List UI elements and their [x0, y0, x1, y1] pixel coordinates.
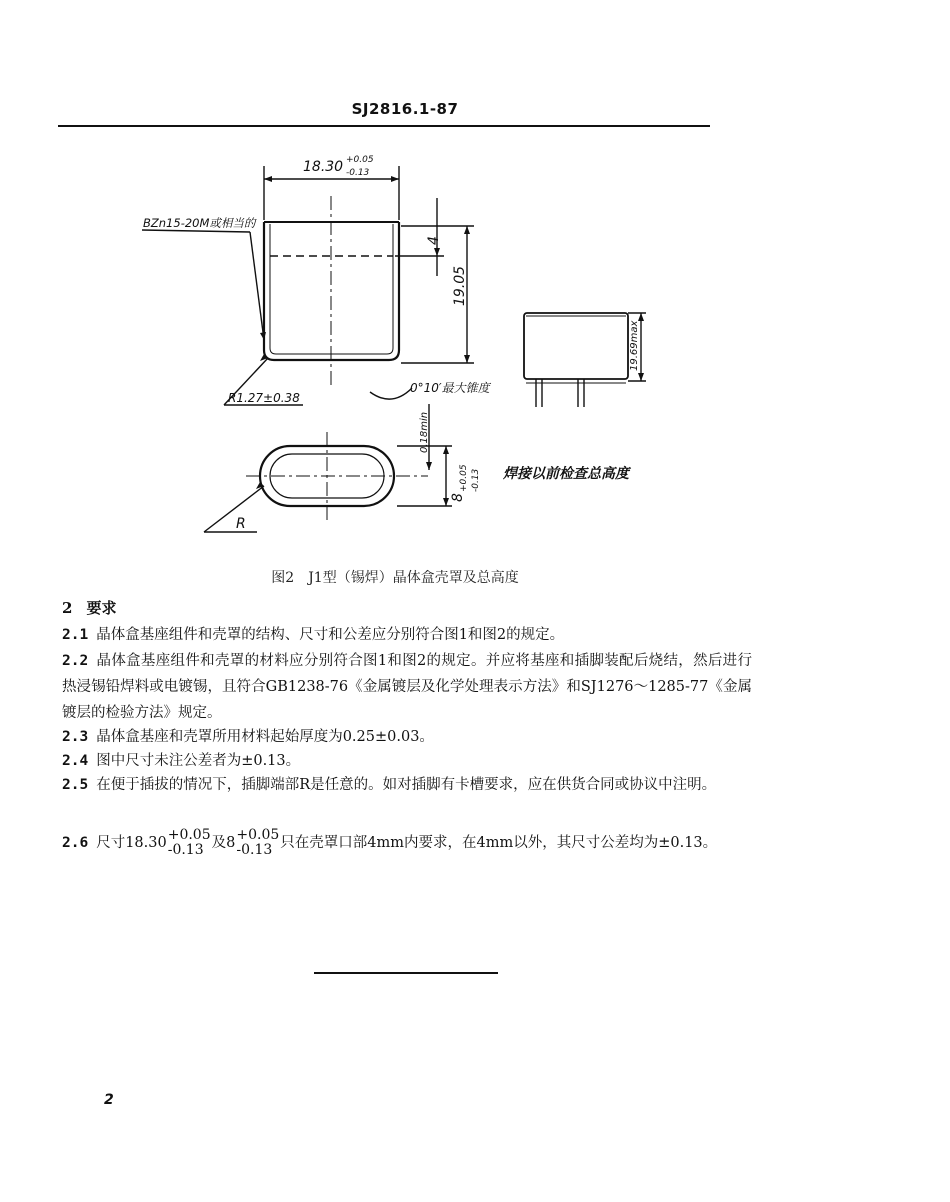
arrowhead: [638, 313, 644, 321]
tolerance-stack: [168, 828, 211, 858]
oval-tol-upper: +0.05: [459, 464, 469, 492]
arrowhead: [443, 498, 449, 506]
tolerance-upper: +0.05: [167, 827, 211, 843]
material-underline: [142, 230, 250, 232]
paragraph-number: 2.1: [62, 627, 89, 643]
tolerance-lower: -0.13: [236, 842, 273, 858]
paragraph-2-1: [62, 622, 752, 648]
tolerance-lower: -0.13: [167, 842, 204, 858]
arrowhead: [264, 176, 272, 182]
arrowhead: [391, 176, 399, 182]
paragraph-number: 2.4: [62, 753, 89, 769]
paragraph-text-mid: 及8: [211, 835, 236, 851]
arrowhead: [638, 373, 644, 381]
material-label: BZn15-20M或相当的: [143, 216, 256, 230]
paragraph-text: 在便于插拔的情况下，插脚端部R是任意的。如对插脚有卡槽要求，应在供货合同或协议中注明。: [96, 777, 717, 793]
paragraph-number: 2.3: [62, 729, 89, 745]
width-tol-upper: +0.05: [346, 155, 374, 165]
total-height-label: 19.69max: [629, 320, 640, 371]
section-title: 要求: [86, 599, 117, 617]
arrowhead: [464, 226, 470, 234]
paragraph-text-post: 只在壳罩口部4mm内要求，在4mm以外，其尺寸公差均为±0.13。: [280, 835, 718, 851]
side-note: 焊接以前检查总高度: [503, 466, 629, 482]
arrowhead: [464, 355, 470, 363]
paragraph-2-3: [62, 724, 752, 750]
paragraph-2-6: [62, 826, 752, 860]
arrowhead: [426, 462, 432, 470]
page-number: 2: [104, 1092, 114, 1108]
paragraph-2-4: [62, 748, 752, 774]
paragraph-text: 晶体盒基座组件和壳罩的结构、尺寸和公差应分别符合图1和图2的规定。: [96, 627, 565, 643]
corner-radius-label: R1.27±0.38: [228, 391, 300, 405]
paragraph-2-2: [62, 648, 752, 726]
width-tol-lower: -0.13: [346, 168, 370, 178]
width-dimension-label: 18.30: [303, 159, 344, 175]
paragraph-number: 2.2: [62, 653, 89, 669]
paragraph-text: 晶体盒基座组件和壳罩的材料应分别符合图1和图2的规定。并应将基座和插脚装配后烧结，然后进行热浸锡铅焊料或电镀锡，且符合GB1238-76《金属镀层及化学处理表示方法》和SJ1276～1285-77《金属镀层的检验方法》规定。: [62, 653, 752, 721]
arrowhead: [443, 446, 449, 454]
side-view-body: [524, 313, 628, 379]
oval-dimension-label: 8: [450, 493, 466, 502]
tolerance-stack: [236, 828, 279, 858]
figure-2-drawing: [0, 0, 950, 560]
paragraph-2-5: [62, 772, 752, 798]
wall-min-label: 0.18min: [419, 411, 430, 453]
taper-arc: [370, 388, 412, 399]
r-label: R: [236, 516, 246, 532]
dim-4-label: 4: [426, 236, 442, 245]
arrowhead: [434, 248, 440, 256]
figure-caption: 图2 J1型（锡焊）晶体盒壳罩及总高度: [271, 570, 519, 586]
paragraph-text: 晶体盒基座和壳罩所用材料起始厚度为0.25±0.03。: [96, 729, 434, 745]
paragraph-text-pre: 尺寸18.30: [96, 835, 167, 851]
max-taper-label: 0°10′最大锥度: [410, 381, 490, 395]
material-leader: [250, 232, 264, 340]
paragraph-number: 2.6: [62, 835, 89, 851]
paragraph-text: 图中尺寸未注公差者为±0.13。: [96, 753, 301, 769]
paragraph-number: 2.5: [62, 777, 89, 793]
height-dimension-label: 19.05: [452, 265, 468, 306]
end-rule: [314, 972, 498, 974]
oval-tol-lower: -0.13: [471, 468, 481, 492]
section-number: 2: [62, 599, 73, 617]
section-heading: [62, 597, 116, 618]
tolerance-upper: +0.05: [236, 827, 280, 843]
r-leader: [204, 486, 264, 532]
document-id: SJ2816.1-87: [351, 100, 459, 118]
